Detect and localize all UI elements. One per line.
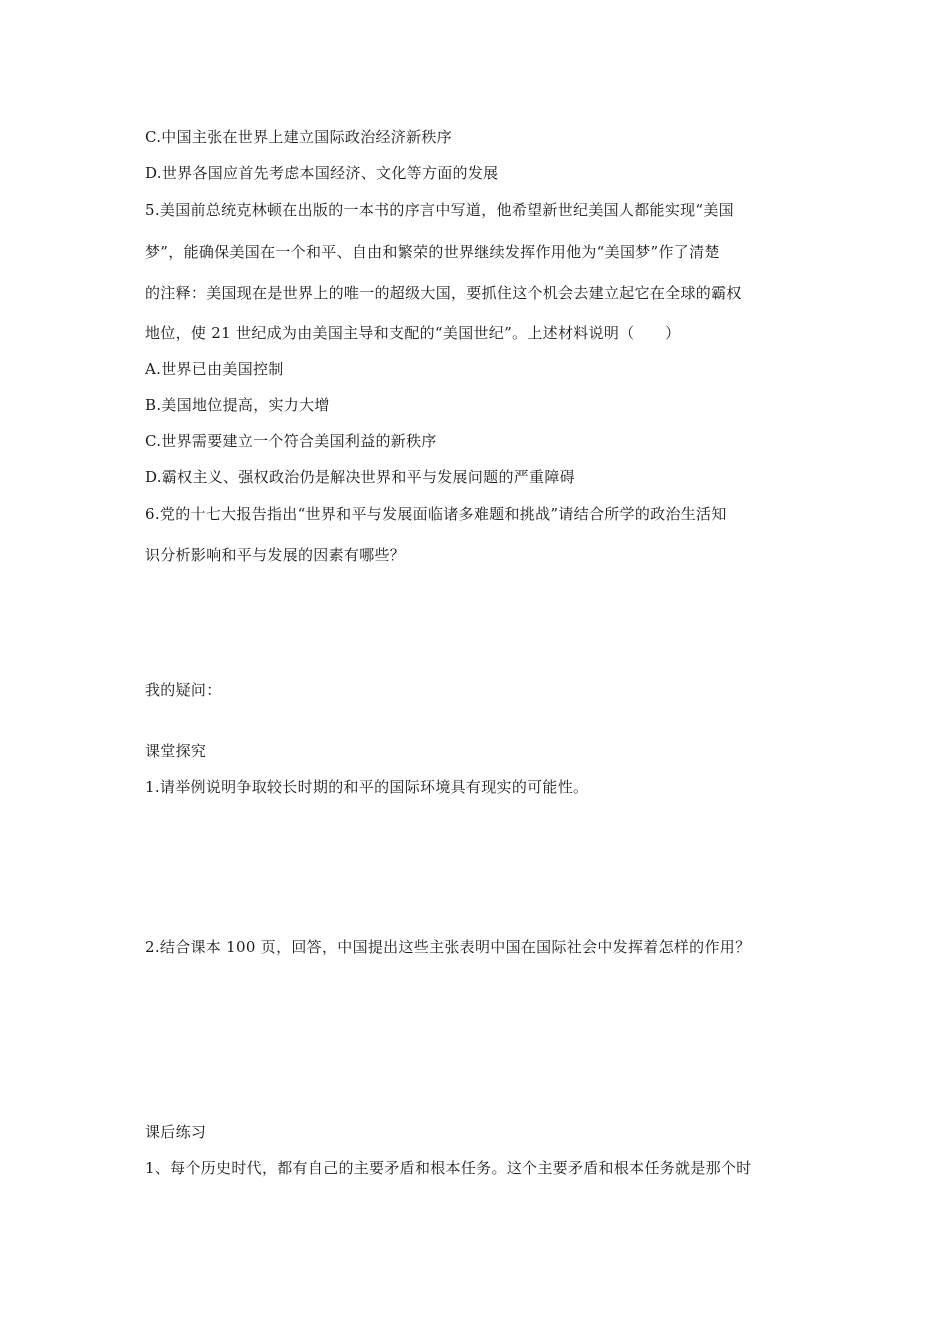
q4-option-d: D.世界各国应首先考虑本国经济、文化等方面的发展 [145, 164, 499, 182]
q5-option-b: B.美国地位提高，实力大增 [145, 396, 330, 414]
classroom-heading: 课堂探究 [145, 742, 207, 760]
q5-stem-line-2: 梦”，能确保美国在一个和平、自由和繁荣的世界继续发挥作用他为“美国梦”作了清楚 [145, 243, 720, 261]
q6-stem-line-1: 6.党的十七大报告指出“世界和平与发展面临诸多难题和挑战”请结合所学的政治生活知 [145, 505, 727, 523]
q5-option-a: A.世界已由美国控制 [145, 360, 284, 378]
q5-stem-line-3: 的注释：美国现在是世界上的唯一的超级大国，要抓住这个机会去建立起它在全球的霸权 [145, 284, 742, 302]
q5-option-c: C.世界需要建立一个符合美国利益的新秩序 [145, 432, 437, 450]
after-class-heading: 课后练习 [145, 1123, 207, 1141]
classroom-question-2: 2.结合课本 100 页，回答，中国提出这些主张表明中国在国际社会中发挥着怎样的作用？ [145, 938, 751, 956]
q5-stem-line-4: 地位，使 21 世纪成为由美国主导和支配的“美国世纪”。上述材料说明（ ） [145, 324, 681, 342]
my-questions-label: 我的疑问： [145, 681, 222, 699]
q4-option-c: C.中国主张在世界上建立国际政治经济新秩序 [145, 128, 453, 146]
q5-option-d: D.霸权主义、强权政治仍是解决世界和平与发展问题的严重障碍 [145, 468, 575, 486]
classroom-question-1: 1.请举例说明争取较长时期的和平的国际环境具有现实的可能性。 [145, 778, 589, 796]
after-class-question-1-line-1: 1、每个历史时代，都有自己的主要矛盾和根本任务。这个主要矛盾和根本任务就是那个时 [145, 1159, 752, 1177]
q5-stem-line-1: 5.美国前总统克林顿在出版的一本书的序言中写道，他希望新世纪美国人都能实现“美国 [145, 201, 734, 219]
q6-stem-line-2: 识分析影响和平与发展的因素有哪些？ [145, 546, 406, 564]
